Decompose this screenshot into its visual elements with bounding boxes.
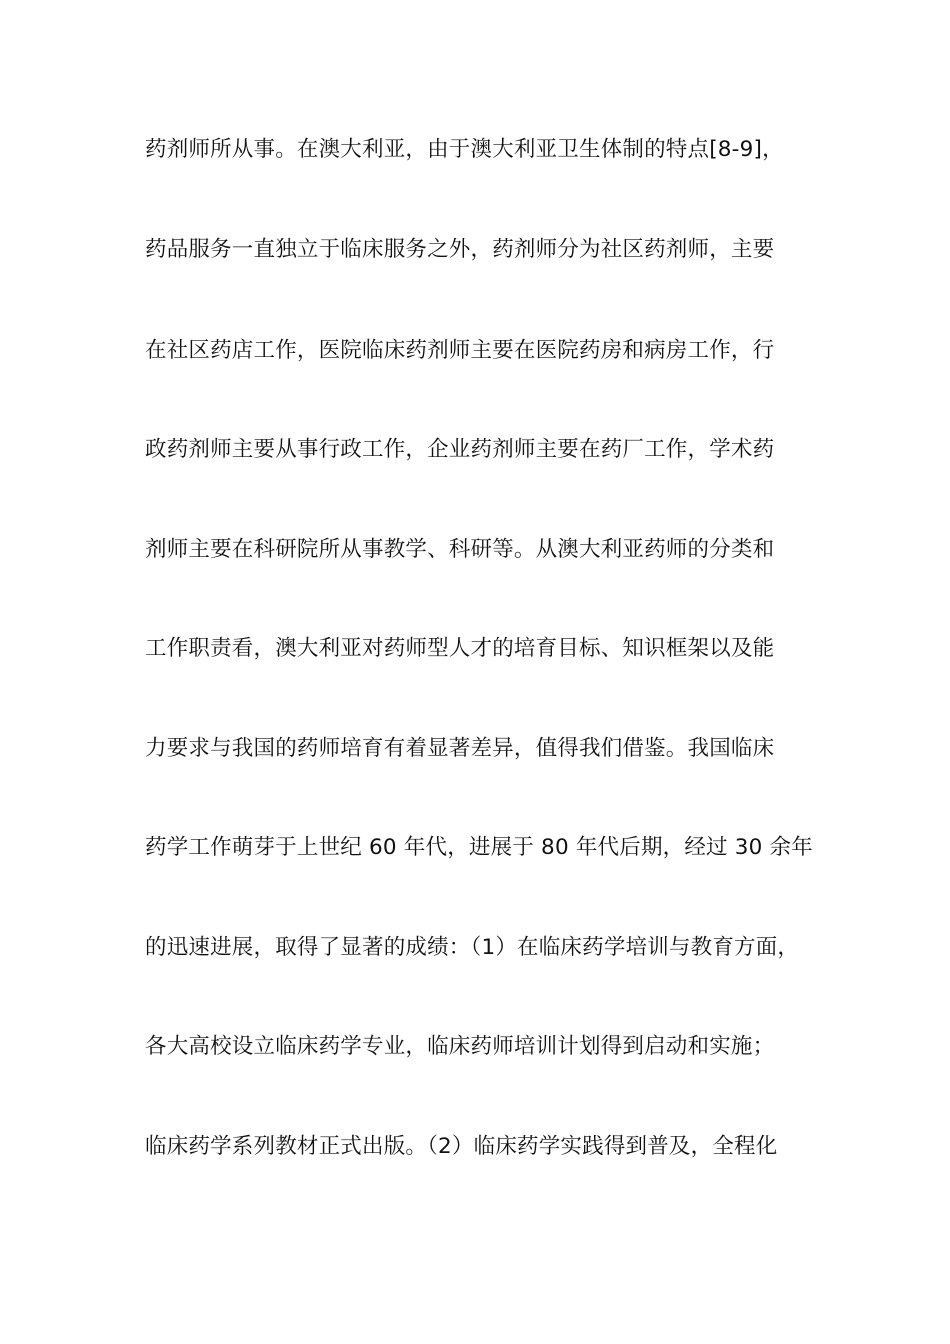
text-line: 力要求与我国的药师培育有着显著差异，值得我们借鉴。我国临床 [145,736,775,761]
text-line: 各大高校设立临床药学专业，临床药师培训计划得到启动和实施； [145,1034,775,1059]
text-line: 的迅速进展，取得了显著的成绩：（1）在临床药学培训与教育方面， [145,935,800,960]
text-line: 剂师主要在科研院所从事教学、科研等。从澳大利亚药师的分类和 [145,537,775,562]
text-line: 药学工作萌芽于上世纪 60 年代，进展于 80 年代后期，经过 30 余年 [145,835,813,860]
text-line: 政药剂师主要从事行政工作，企业药剂师主要在药厂工作，学术药 [145,437,775,462]
text-line: 在社区药店工作，医院临床药剂师主要在医院药房和病房工作，行 [145,338,775,363]
text-line: 工作职责看，澳大利亚对药师型人才的培育目标、知识框架以及能 [145,636,775,661]
text-line: 药品服务一直独立于临床服务之外，药剂师分为社区药剂师，主要 [145,237,775,262]
text-line: 临床药学系列教材正式出版。（2）临床药学实践得到普及，全程化 [145,1134,778,1159]
text-line: 药剂师所从事。在澳大利亚，由于澳大利亚卫生体制的特点[8-9]， [145,137,784,162]
